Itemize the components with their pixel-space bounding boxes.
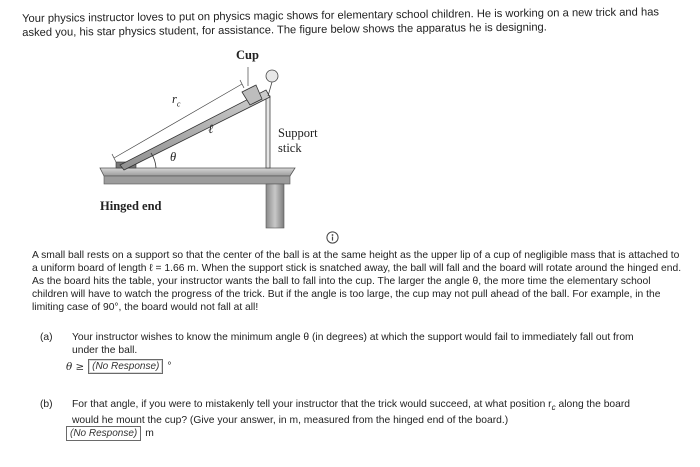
part-a-unit: ° — [167, 361, 172, 372]
table-edge — [104, 176, 290, 184]
ball — [266, 70, 278, 82]
part-a-tag: (a) — [40, 332, 53, 343]
table-top — [100, 168, 295, 176]
hinged-end-label: Hinged end — [100, 199, 162, 213]
part-a-question: (a) Your instructor wishes to know the minimum angle θ (in degrees) at which the support would fail to immediately fall out from under the ball. — [40, 332, 634, 356]
part-b-unit: m — [145, 428, 154, 439]
length-label: ℓ — [208, 122, 214, 136]
theta-label: θ — [170, 150, 177, 164]
inclined-board — [120, 90, 270, 170]
part-b-question: (b) For that angle, if you were to mistakenly tell your instructor that the trick would succeed, at what position $r_c$ along the board would he mount the cup? (Give your answer, in m, measured from the hinged end of the board.) — [40, 399, 631, 427]
intro-paragraph: Your physics instructor loves to put on physics magic shows for elementary school children. He is working on a new trick and has asked you, his star physics student, for assistance. The figure below shows the apparatus he is designing. — [22, 6, 660, 39]
support-label: Support stick — [278, 126, 318, 155]
part-b-response-field[interactable]: (No Response) — [66, 426, 141, 441]
info-icon[interactable] — [326, 231, 339, 244]
table-leg — [266, 184, 284, 228]
ball-support — [268, 82, 272, 96]
apparatus-figure — [90, 44, 350, 229]
part-b-tag: (b) — [40, 399, 53, 410]
part-a-prefix: θ ≥ — [66, 360, 85, 373]
cup-label: Cup — [236, 48, 259, 62]
part-b-answer-row — [66, 426, 154, 441]
problem-statement: A small ball rests on a support so that the center of the ball is at the same height as the upper lip of a cup of negligible mass that is attached to a uniform board of length ℓ = 1.66 m. When the support stick is snatched away, the ball will fall and the board will rotate around the hinged end. As the board hits the table, your instructor wants the ball to fall into the cup. The larger the angle θ, the more time the elementary school children will have to watch the progress of the trick. But if the angle is too large, the cup may not pull ahead of the ball. For example, in the limiting case of 90°, the board would not fall at all! — [32, 250, 682, 313]
part-a-response-field[interactable]: (No Response) — [88, 359, 163, 374]
rc-label: $r_c$ — [172, 92, 181, 109]
support-stick — [266, 96, 270, 168]
part-a-answer-row — [66, 359, 172, 374]
